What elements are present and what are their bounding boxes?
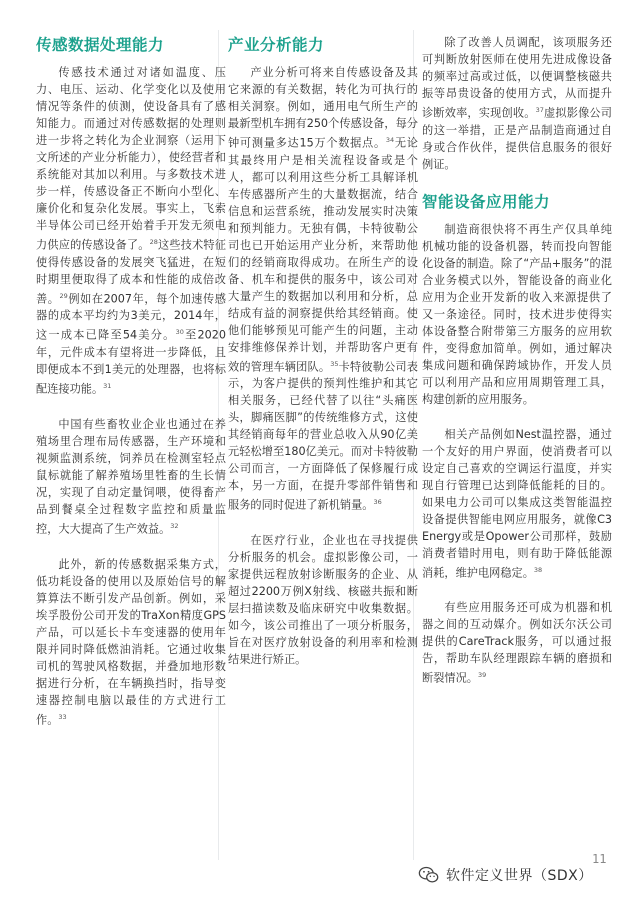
section-heading-industry-analytics: 产业分析能力 bbox=[228, 36, 325, 54]
paragraph: 中国有些畜牧业企业也通过在养殖场里合理布局传感器，生产环境和视频监测系统，饲养员在检测室轻点鼠标就能了解养殖场里牲畜的生长情况，实现了自动定量饲喂，使得畜产品到餐桌全过程数字监控和质量监控，大大提高了生产效益。$^{32}$ bbox=[36, 417, 226, 536]
paragraph: 除了改善人员调配，该项服务还可判断放射医师在使用先进成像设备的频率过高或过低，以便调整核磁共振等昂贵设备的使用方式，从而提升诊断效率，实现创收。$^{37}$虚拟影像公司的这一举措，正是产品制造商通过自身或合作伙伴，提供信息服务的很好例证。 bbox=[422, 36, 612, 171]
footer-watermark bbox=[418, 858, 593, 892]
section-heading-sensor-data: 传感数据处理能力 bbox=[36, 36, 165, 54]
column-smart-devices bbox=[422, 34, 612, 705]
footnote-ref: 33 bbox=[58, 712, 67, 721]
brand-name: 软件定义世界（SDX） bbox=[446, 868, 593, 884]
paragraph: 产业分析可将来自传感设备及其它来源的有关数据，转化为可执行的相关洞察。例如，通用电气所生产的最新型机车拥有250个传感设备，每分钟可测量多达15万个数据点。$^{34}$无论其最终用户是相关流程设备或是个人，都可以利用这些分析工具解译机车传感器所产生的大量数据流，结合信息和运营系统，推动发展实时决策和预判能力。无独有偶，卡特彼勒公司也已开始运用产业分析，来帮助他们的经销商取得成功。在所生产的设备、机车和提供的服务中，该公司对大量产生的数据加以利用和分析，总结成有益的洞察提供给其经销商。使他们能够预见可能产生的问题，主动安排维修保养计划，并帮助客户更有效的管理车辆团队。$^{35}$卡特彼勒公司表示，为客户提供的预判性维护和其它相关服务，已经代替了以往“头痛医头，脚痛医脚”的传统维修方式，这使其经销商每年的营业总收入从90亿美元轻松增至180亿美元。而对卡特彼勒公司而言，一方面降低了保修履行成本，另一方面，在提升零部件销售和服务的同时促进了新机销量。$^{36}$ bbox=[228, 66, 418, 513]
column-industry-analytics bbox=[228, 34, 418, 686]
paragraph: 相关产品例如Nest温控器，通过一个友好的用户界面，使消费者可以设定自己喜欢的空调运行温度，并实现自行管理已达到降低能耗的目的。如果电力公司可以集成这类智能温控设备提供智能电网应用服务，就像C3 Energy或是Opower公司那样，鼓励消费者错时用电，则有助于降低能源消耗，维护电网稳定。$^{38}$ bbox=[422, 427, 612, 580]
footnote-ref: 31 bbox=[103, 382, 112, 391]
section-heading-smart-devices: 智能设备应用能力 bbox=[422, 192, 551, 211]
footnote-ref: 35 bbox=[330, 359, 339, 368]
footnote-ref: 30 bbox=[175, 328, 184, 337]
paragraph: 传感技术通过对诸如温度、压力、电压、运动、化学变化以及使用情况等条件的侦测，使设备具有了感知能力。而通过对传感数据的处理则进一步将之转化为企业洞察（运用下文所述的产业分析能力），使经营者和系统能对其加以利用。与多数技术进步一样，传感设备正不断向小型化、廉价化和复杂化发展。事实上，飞索半导体公司已经开始着手开发无须电力供应的传感设备了。$^{28}$这些技术特征使得传感设备的发展突飞猛进，在短时期里便取得了成本和性能的成倍改善。$^{29}$例如在2007年，每个加速传感器的成本平均约为3美元，2014年，这一成本已降至54美分。$^{30}$至2020年，元件成本有望将进一步降低，且即便成本不到1美元的处理器，也将标配连接功能。$^{31}$ bbox=[36, 66, 226, 396]
footnote-ref: 37 bbox=[535, 106, 544, 114]
footnote-ref: 38 bbox=[533, 565, 543, 574]
wechat-icon bbox=[418, 864, 440, 886]
page-number: 11 bbox=[592, 852, 607, 866]
column-sensor-data bbox=[36, 34, 226, 746]
footnote-ref: 28 bbox=[149, 238, 158, 246]
footnote-ref: 32 bbox=[170, 521, 179, 530]
footnote-ref: 39 bbox=[477, 671, 487, 680]
footnote-ref: 34 bbox=[385, 136, 395, 144]
footnote-ref: 36 bbox=[373, 498, 382, 507]
paragraph: 在医疗行业，企业也在寻找提供分析服务的机会。虚拟影像公司，一家提供远程放射诊断服务的企业、从超过2200万例X射线、核磁共振和断层扫描读数及临床研究中收集数据。如今，该公司推出了一项分析服务，旨在对医疗放射设备的利用率和检测结果进行矫正。 bbox=[228, 534, 418, 667]
footnote-ref: 29 bbox=[59, 291, 68, 300]
paragraph: 此外，新的传感数据采集方式，低功耗设备的使用以及原始信号的解算算法不断引发产品创新。例如，采埃孚股份公司开发的TraXon精度GPS产品，可以延长卡车变速器的使用年限并同时降低燃油消耗。它通过收集司机的驾驶风格数据，并叠加地形数据进行分析，在车辆换挡时，指导变速器控制电脑以最佳的方式进行工作。$^{33}$ bbox=[36, 557, 226, 727]
paragraph: 制造商很快将不再生产仅具单纯机械功能的设备机器，转而投向智能化设备的制造。除了“产品+服务”的混合业务模式以外，智能设备的商业化应用为企业开发新的收入来源提供了又一条途径。同时，技术进步使得实体设备整合附带第三方服务的应用软件，变得愈加简单。例如，通过解决集成问题和确保跨域协作，开发人员可以利用产品和应用周期管理工具，构建创新的应用服务。 bbox=[422, 222, 612, 406]
paragraph: 有些应用服务还可成为机器和机器之间的互动媒介。例如沃尔沃公司提供的CareTrack服务，可以通过报告，帮助车队经理跟踪车辆的磨损和断裂情况。$^{39}$ bbox=[422, 601, 612, 686]
